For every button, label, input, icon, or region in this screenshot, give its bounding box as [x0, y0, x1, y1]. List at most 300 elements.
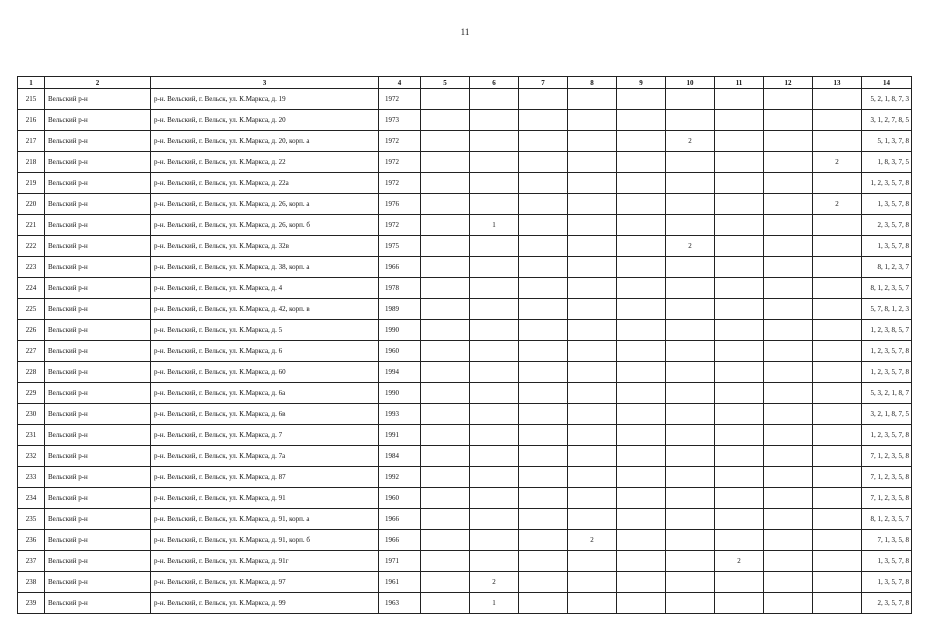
col-14-cell: 1, 2, 3, 5, 7, 8 — [862, 173, 912, 194]
col-12-cell — [764, 488, 813, 509]
col-13-cell — [813, 278, 862, 299]
row-number-cell: 237 — [18, 551, 45, 572]
col-13-cell — [813, 173, 862, 194]
col-14-cell: 5, 1, 3, 7, 8 — [862, 131, 912, 152]
col-14-cell: 3, 2, 1, 8, 7, 5 — [862, 404, 912, 425]
table-row — [18, 236, 912, 257]
col-5-cell — [421, 131, 470, 152]
col-12-cell — [764, 593, 813, 614]
district-cell: Вельский р-н — [45, 362, 151, 383]
row-number-cell: 232 — [18, 446, 45, 467]
year-cell: 1972 — [379, 131, 421, 152]
col-13-cell — [813, 467, 862, 488]
year-cell: 1984 — [379, 446, 421, 467]
col-6-cell — [470, 152, 519, 173]
year-cell: 1963 — [379, 593, 421, 614]
col-11-cell — [715, 467, 764, 488]
col-12-cell — [764, 320, 813, 341]
district-cell: Вельский р-н — [45, 194, 151, 215]
year-cell: 1990 — [379, 320, 421, 341]
year-cell: 1992 — [379, 467, 421, 488]
column-header: 6 — [470, 77, 519, 89]
col-11-cell — [715, 299, 764, 320]
col-11-cell — [715, 215, 764, 236]
col-13-cell — [813, 110, 862, 131]
col-9-cell — [617, 89, 666, 110]
col-12-cell — [764, 341, 813, 362]
column-header: 2 — [45, 77, 151, 89]
address-cell: р-н. Вельский, г. Вельск, ул. К.Маркса, д. 5 — [151, 320, 379, 341]
district-cell: Вельский р-н — [45, 404, 151, 425]
table-row — [18, 404, 912, 425]
row-number-cell: 221 — [18, 215, 45, 236]
col-9-cell — [617, 488, 666, 509]
col-7-cell — [519, 551, 568, 572]
col-6-cell — [470, 194, 519, 215]
address-cell: р-н. Вельский, г. Вельск, ул. К.Маркса, д. 99 — [151, 593, 379, 614]
col-6-cell — [470, 320, 519, 341]
row-number-cell: 229 — [18, 383, 45, 404]
col-9-cell — [617, 236, 666, 257]
column-header: 8 — [568, 77, 617, 89]
col-12-cell — [764, 173, 813, 194]
col-9-cell — [617, 341, 666, 362]
col-8-cell — [568, 362, 617, 383]
col-13-cell — [813, 551, 862, 572]
row-number-cell: 219 — [18, 173, 45, 194]
col-13-cell — [813, 89, 862, 110]
address-cell: р-н. Вельский, г. Вельск, ул. К.Маркса, д. 6а — [151, 383, 379, 404]
col-8-cell — [568, 467, 617, 488]
col-9-cell — [617, 530, 666, 551]
year-cell: 1960 — [379, 341, 421, 362]
col-14-cell: 2, 3, 5, 7, 8 — [862, 593, 912, 614]
table-row — [18, 89, 912, 110]
col-5-cell — [421, 362, 470, 383]
col-6-cell — [470, 257, 519, 278]
col-11-cell — [715, 194, 764, 215]
column-header: 13 — [813, 77, 862, 89]
col-9-cell — [617, 467, 666, 488]
col-8-cell — [568, 257, 617, 278]
col-11-cell — [715, 488, 764, 509]
col-6-cell: 2 — [470, 572, 519, 593]
address-cell: р-н. Вельский, г. Вельск, ул. К.Маркса, д. 6в — [151, 404, 379, 425]
col-8-cell — [568, 299, 617, 320]
row-number-cell: 230 — [18, 404, 45, 425]
district-cell: Вельский р-н — [45, 236, 151, 257]
year-cell: 1989 — [379, 299, 421, 320]
col-14-cell: 1, 3, 5, 7, 8 — [862, 194, 912, 215]
address-cell: р-н. Вельский, г. Вельск, ул. К.Маркса, д. 60 — [151, 362, 379, 383]
col-7-cell — [519, 89, 568, 110]
address-cell: р-н. Вельский, г. Вельск, ул. К.Маркса, д. 22 — [151, 152, 379, 173]
col-6-cell — [470, 89, 519, 110]
col-13-cell — [813, 404, 862, 425]
col-7-cell — [519, 530, 568, 551]
col-9-cell — [617, 278, 666, 299]
year-cell: 1978 — [379, 278, 421, 299]
year-cell: 1994 — [379, 362, 421, 383]
col-5-cell — [421, 89, 470, 110]
col-6-cell — [470, 551, 519, 572]
year-cell: 1976 — [379, 194, 421, 215]
district-cell: Вельский р-н — [45, 152, 151, 173]
district-cell: Вельский р-н — [45, 278, 151, 299]
col-9-cell — [617, 362, 666, 383]
col-10-cell — [666, 320, 715, 341]
col-10-cell — [666, 89, 715, 110]
col-6-cell: 1 — [470, 215, 519, 236]
col-8-cell — [568, 572, 617, 593]
address-cell: р-н. Вельский, г. Вельск, ул. К.Маркса, д. 20, корп. а — [151, 131, 379, 152]
year-cell: 1991 — [379, 425, 421, 446]
col-7-cell — [519, 236, 568, 257]
address-cell: р-н. Вельский, г. Вельск, ул. К.Маркса, д. 97 — [151, 572, 379, 593]
col-9-cell — [617, 404, 666, 425]
col-7-cell — [519, 278, 568, 299]
col-12-cell — [764, 572, 813, 593]
col-12-cell — [764, 551, 813, 572]
col-7-cell — [519, 572, 568, 593]
col-6-cell — [470, 131, 519, 152]
col-9-cell — [617, 509, 666, 530]
district-cell: Вельский р-н — [45, 551, 151, 572]
col-5-cell — [421, 194, 470, 215]
column-header: 4 — [379, 77, 421, 89]
col-8-cell — [568, 593, 617, 614]
col-13-cell — [813, 362, 862, 383]
col-9-cell — [617, 215, 666, 236]
table-row — [18, 299, 912, 320]
row-number-cell: 216 — [18, 110, 45, 131]
col-8-cell — [568, 131, 617, 152]
col-5-cell — [421, 509, 470, 530]
col-8-cell — [568, 110, 617, 131]
col-10-cell — [666, 215, 715, 236]
col-7-cell — [519, 215, 568, 236]
col-9-cell — [617, 173, 666, 194]
col-6-cell — [470, 488, 519, 509]
address-cell: р-н. Вельский, г. Вельск, ул. К.Маркса, д. 6 — [151, 341, 379, 362]
col-5-cell — [421, 593, 470, 614]
address-cell: р-н. Вельский, г. Вельск, ул. К.Маркса, д. 19 — [151, 89, 379, 110]
col-9-cell — [617, 194, 666, 215]
col-11-cell — [715, 320, 764, 341]
col-8-cell — [568, 551, 617, 572]
col-13-cell — [813, 593, 862, 614]
row-number-cell: 215 — [18, 89, 45, 110]
col-10-cell: 2 — [666, 236, 715, 257]
col-12-cell — [764, 299, 813, 320]
col-12-cell — [764, 131, 813, 152]
col-14-cell: 1, 3, 5, 7, 8 — [862, 551, 912, 572]
data-table — [17, 76, 912, 614]
address-cell: р-н. Вельский, г. Вельск, ул. К.Маркса, д. 20 — [151, 110, 379, 131]
row-number-cell: 218 — [18, 152, 45, 173]
col-5-cell — [421, 425, 470, 446]
col-5-cell — [421, 320, 470, 341]
col-5-cell — [421, 551, 470, 572]
district-cell: Вельский р-н — [45, 593, 151, 614]
district-cell: Вельский р-н — [45, 509, 151, 530]
col-12-cell — [764, 110, 813, 131]
col-10-cell — [666, 383, 715, 404]
col-12-cell — [764, 425, 813, 446]
col-12-cell — [764, 509, 813, 530]
col-13-cell — [813, 236, 862, 257]
col-13-cell: 2 — [813, 194, 862, 215]
col-6-cell — [470, 341, 519, 362]
year-cell: 1966 — [379, 257, 421, 278]
col-11-cell — [715, 89, 764, 110]
col-7-cell — [519, 425, 568, 446]
table-row — [18, 362, 912, 383]
col-7-cell — [519, 257, 568, 278]
address-cell: р-н. Вельский, г. Вельск, ул. К.Маркса, д. 91 — [151, 488, 379, 509]
year-cell: 1966 — [379, 509, 421, 530]
district-cell: Вельский р-н — [45, 173, 151, 194]
col-7-cell — [519, 320, 568, 341]
col-12-cell — [764, 236, 813, 257]
district-cell: Вельский р-н — [45, 572, 151, 593]
col-14-cell: 1, 2, 3, 8, 5, 7 — [862, 320, 912, 341]
col-11-cell — [715, 572, 764, 593]
col-8-cell — [568, 509, 617, 530]
col-13-cell — [813, 572, 862, 593]
year-cell: 1971 — [379, 551, 421, 572]
district-cell: Вельский р-н — [45, 89, 151, 110]
col-12-cell — [764, 215, 813, 236]
col-6-cell — [470, 173, 519, 194]
col-5-cell — [421, 257, 470, 278]
address-cell: р-н. Вельский, г. Вельск, ул. К.Маркса, д. 91, корп. а — [151, 509, 379, 530]
col-6-cell — [470, 446, 519, 467]
col-11-cell — [715, 110, 764, 131]
col-11-cell — [715, 446, 764, 467]
address-cell: р-н. Вельский, г. Вельск, ул. К.Маркса, д. 22а — [151, 173, 379, 194]
col-11-cell: 2 — [715, 551, 764, 572]
column-header: 1 — [18, 77, 45, 89]
district-cell: Вельский р-н — [45, 299, 151, 320]
col-13-cell — [813, 383, 862, 404]
table-row — [18, 551, 912, 572]
col-5-cell — [421, 404, 470, 425]
col-7-cell — [519, 152, 568, 173]
col-10-cell — [666, 509, 715, 530]
col-6-cell — [470, 362, 519, 383]
row-number-cell: 238 — [18, 572, 45, 593]
district-cell: Вельский р-н — [45, 488, 151, 509]
col-7-cell — [519, 173, 568, 194]
col-13-cell — [813, 425, 862, 446]
row-number-cell: 233 — [18, 467, 45, 488]
col-13-cell — [813, 341, 862, 362]
col-6-cell — [470, 236, 519, 257]
col-5-cell — [421, 341, 470, 362]
col-10-cell — [666, 488, 715, 509]
district-cell: Вельский р-н — [45, 383, 151, 404]
col-10-cell — [666, 299, 715, 320]
col-14-cell: 1, 3, 5, 7, 8 — [862, 236, 912, 257]
col-10-cell — [666, 257, 715, 278]
col-5-cell — [421, 488, 470, 509]
column-header: 10 — [666, 77, 715, 89]
column-header: 7 — [519, 77, 568, 89]
year-cell: 1972 — [379, 152, 421, 173]
col-14-cell: 5, 3, 2, 1, 8, 7 — [862, 383, 912, 404]
col-14-cell: 1, 2, 3, 5, 7, 8 — [862, 425, 912, 446]
col-5-cell — [421, 152, 470, 173]
col-5-cell — [421, 110, 470, 131]
col-14-cell: 7, 1, 2, 3, 5, 8 — [862, 488, 912, 509]
address-cell: р-н. Вельский, г. Вельск, ул. К.Маркса, д. 7а — [151, 446, 379, 467]
col-9-cell — [617, 320, 666, 341]
col-8-cell — [568, 194, 617, 215]
col-10-cell — [666, 110, 715, 131]
col-7-cell — [519, 299, 568, 320]
row-number-cell: 231 — [18, 425, 45, 446]
col-5-cell — [421, 215, 470, 236]
col-8-cell — [568, 215, 617, 236]
row-number-cell: 220 — [18, 194, 45, 215]
district-cell: Вельский р-н — [45, 530, 151, 551]
col-9-cell — [617, 593, 666, 614]
col-12-cell — [764, 467, 813, 488]
table-row — [18, 278, 912, 299]
col-10-cell — [666, 278, 715, 299]
col-10-cell — [666, 467, 715, 488]
table-row — [18, 341, 912, 362]
col-14-cell: 7, 1, 2, 3, 5, 8 — [862, 446, 912, 467]
col-5-cell — [421, 383, 470, 404]
col-7-cell — [519, 362, 568, 383]
col-11-cell — [715, 257, 764, 278]
col-13-cell — [813, 488, 862, 509]
column-header: 11 — [715, 77, 764, 89]
col-13-cell — [813, 299, 862, 320]
district-cell: Вельский р-н — [45, 320, 151, 341]
row-number-cell: 217 — [18, 131, 45, 152]
table-row — [18, 131, 912, 152]
column-header: 12 — [764, 77, 813, 89]
col-7-cell — [519, 131, 568, 152]
col-9-cell — [617, 299, 666, 320]
col-11-cell — [715, 173, 764, 194]
col-6-cell — [470, 383, 519, 404]
col-10-cell — [666, 173, 715, 194]
col-11-cell — [715, 152, 764, 173]
col-5-cell — [421, 236, 470, 257]
col-14-cell: 3, 1, 2, 7, 8, 5 — [862, 110, 912, 131]
col-8-cell — [568, 152, 617, 173]
col-10-cell — [666, 593, 715, 614]
col-11-cell — [715, 362, 764, 383]
column-header: 9 — [617, 77, 666, 89]
address-cell: р-н. Вельский, г. Вельск, ул. К.Маркса, д. 38, корп. а — [151, 257, 379, 278]
col-10-cell — [666, 404, 715, 425]
col-14-cell: 1, 2, 3, 5, 7, 8 — [862, 362, 912, 383]
col-12-cell — [764, 278, 813, 299]
col-5-cell — [421, 299, 470, 320]
col-12-cell — [764, 530, 813, 551]
col-11-cell — [715, 593, 764, 614]
district-cell: Вельский р-н — [45, 341, 151, 362]
col-11-cell — [715, 278, 764, 299]
col-10-cell — [666, 551, 715, 572]
district-cell: Вельский р-н — [45, 425, 151, 446]
address-cell: р-н. Вельский, г. Вельск, ул. К.Маркса, д. 7 — [151, 425, 379, 446]
col-12-cell — [764, 257, 813, 278]
col-8-cell — [568, 89, 617, 110]
address-cell: р-н. Вельский, г. Вельск, ул. К.Маркса, д. 4 — [151, 278, 379, 299]
col-11-cell — [715, 236, 764, 257]
col-12-cell — [764, 152, 813, 173]
col-10-cell — [666, 362, 715, 383]
col-6-cell — [470, 404, 519, 425]
col-8-cell — [568, 173, 617, 194]
table-row — [18, 110, 912, 131]
year-cell: 1993 — [379, 404, 421, 425]
col-5-cell — [421, 173, 470, 194]
table-row — [18, 593, 912, 614]
col-8-cell — [568, 446, 617, 467]
col-6-cell — [470, 299, 519, 320]
col-8-cell — [568, 404, 617, 425]
col-5-cell — [421, 530, 470, 551]
address-cell: р-н. Вельский, г. Вельск, ул. К.Маркса, д. 91г — [151, 551, 379, 572]
col-9-cell — [617, 131, 666, 152]
col-8-cell — [568, 278, 617, 299]
row-number-cell: 234 — [18, 488, 45, 509]
address-cell: р-н. Вельский, г. Вельск, ул. К.Маркса, д. 26, корп. б — [151, 215, 379, 236]
district-cell: Вельский р-н — [45, 110, 151, 131]
address-cell: р-н. Вельский, г. Вельск, ул. К.Маркса, д. 26, корп. а — [151, 194, 379, 215]
row-number-cell: 228 — [18, 362, 45, 383]
year-cell: 1960 — [379, 488, 421, 509]
col-8-cell — [568, 320, 617, 341]
col-7-cell — [519, 194, 568, 215]
column-header: 3 — [151, 77, 379, 89]
col-7-cell — [519, 488, 568, 509]
col-9-cell — [617, 383, 666, 404]
district-cell: Вельский р-н — [45, 467, 151, 488]
col-14-cell: 7, 1, 3, 5, 8 — [862, 530, 912, 551]
col-9-cell — [617, 152, 666, 173]
year-cell: 1961 — [379, 572, 421, 593]
col-11-cell — [715, 131, 764, 152]
col-12-cell — [764, 446, 813, 467]
col-8-cell — [568, 341, 617, 362]
col-9-cell — [617, 572, 666, 593]
col-8-cell — [568, 236, 617, 257]
col-12-cell — [764, 383, 813, 404]
col-13-cell — [813, 215, 862, 236]
row-number-cell: 235 — [18, 509, 45, 530]
address-cell: р-н. Вельский, г. Вельск, ул. К.Маркса, д. 42, корп. в — [151, 299, 379, 320]
col-13-cell — [813, 530, 862, 551]
col-11-cell — [715, 383, 764, 404]
year-cell: 1973 — [379, 110, 421, 131]
year-cell: 1972 — [379, 173, 421, 194]
table-row — [18, 194, 912, 215]
address-cell: р-н. Вельский, г. Вельск, ул. К.Маркса, д. 87 — [151, 467, 379, 488]
year-cell: 1972 — [379, 215, 421, 236]
district-cell: Вельский р-н — [45, 215, 151, 236]
table-row — [18, 383, 912, 404]
col-12-cell — [764, 194, 813, 215]
row-number-cell: 239 — [18, 593, 45, 614]
